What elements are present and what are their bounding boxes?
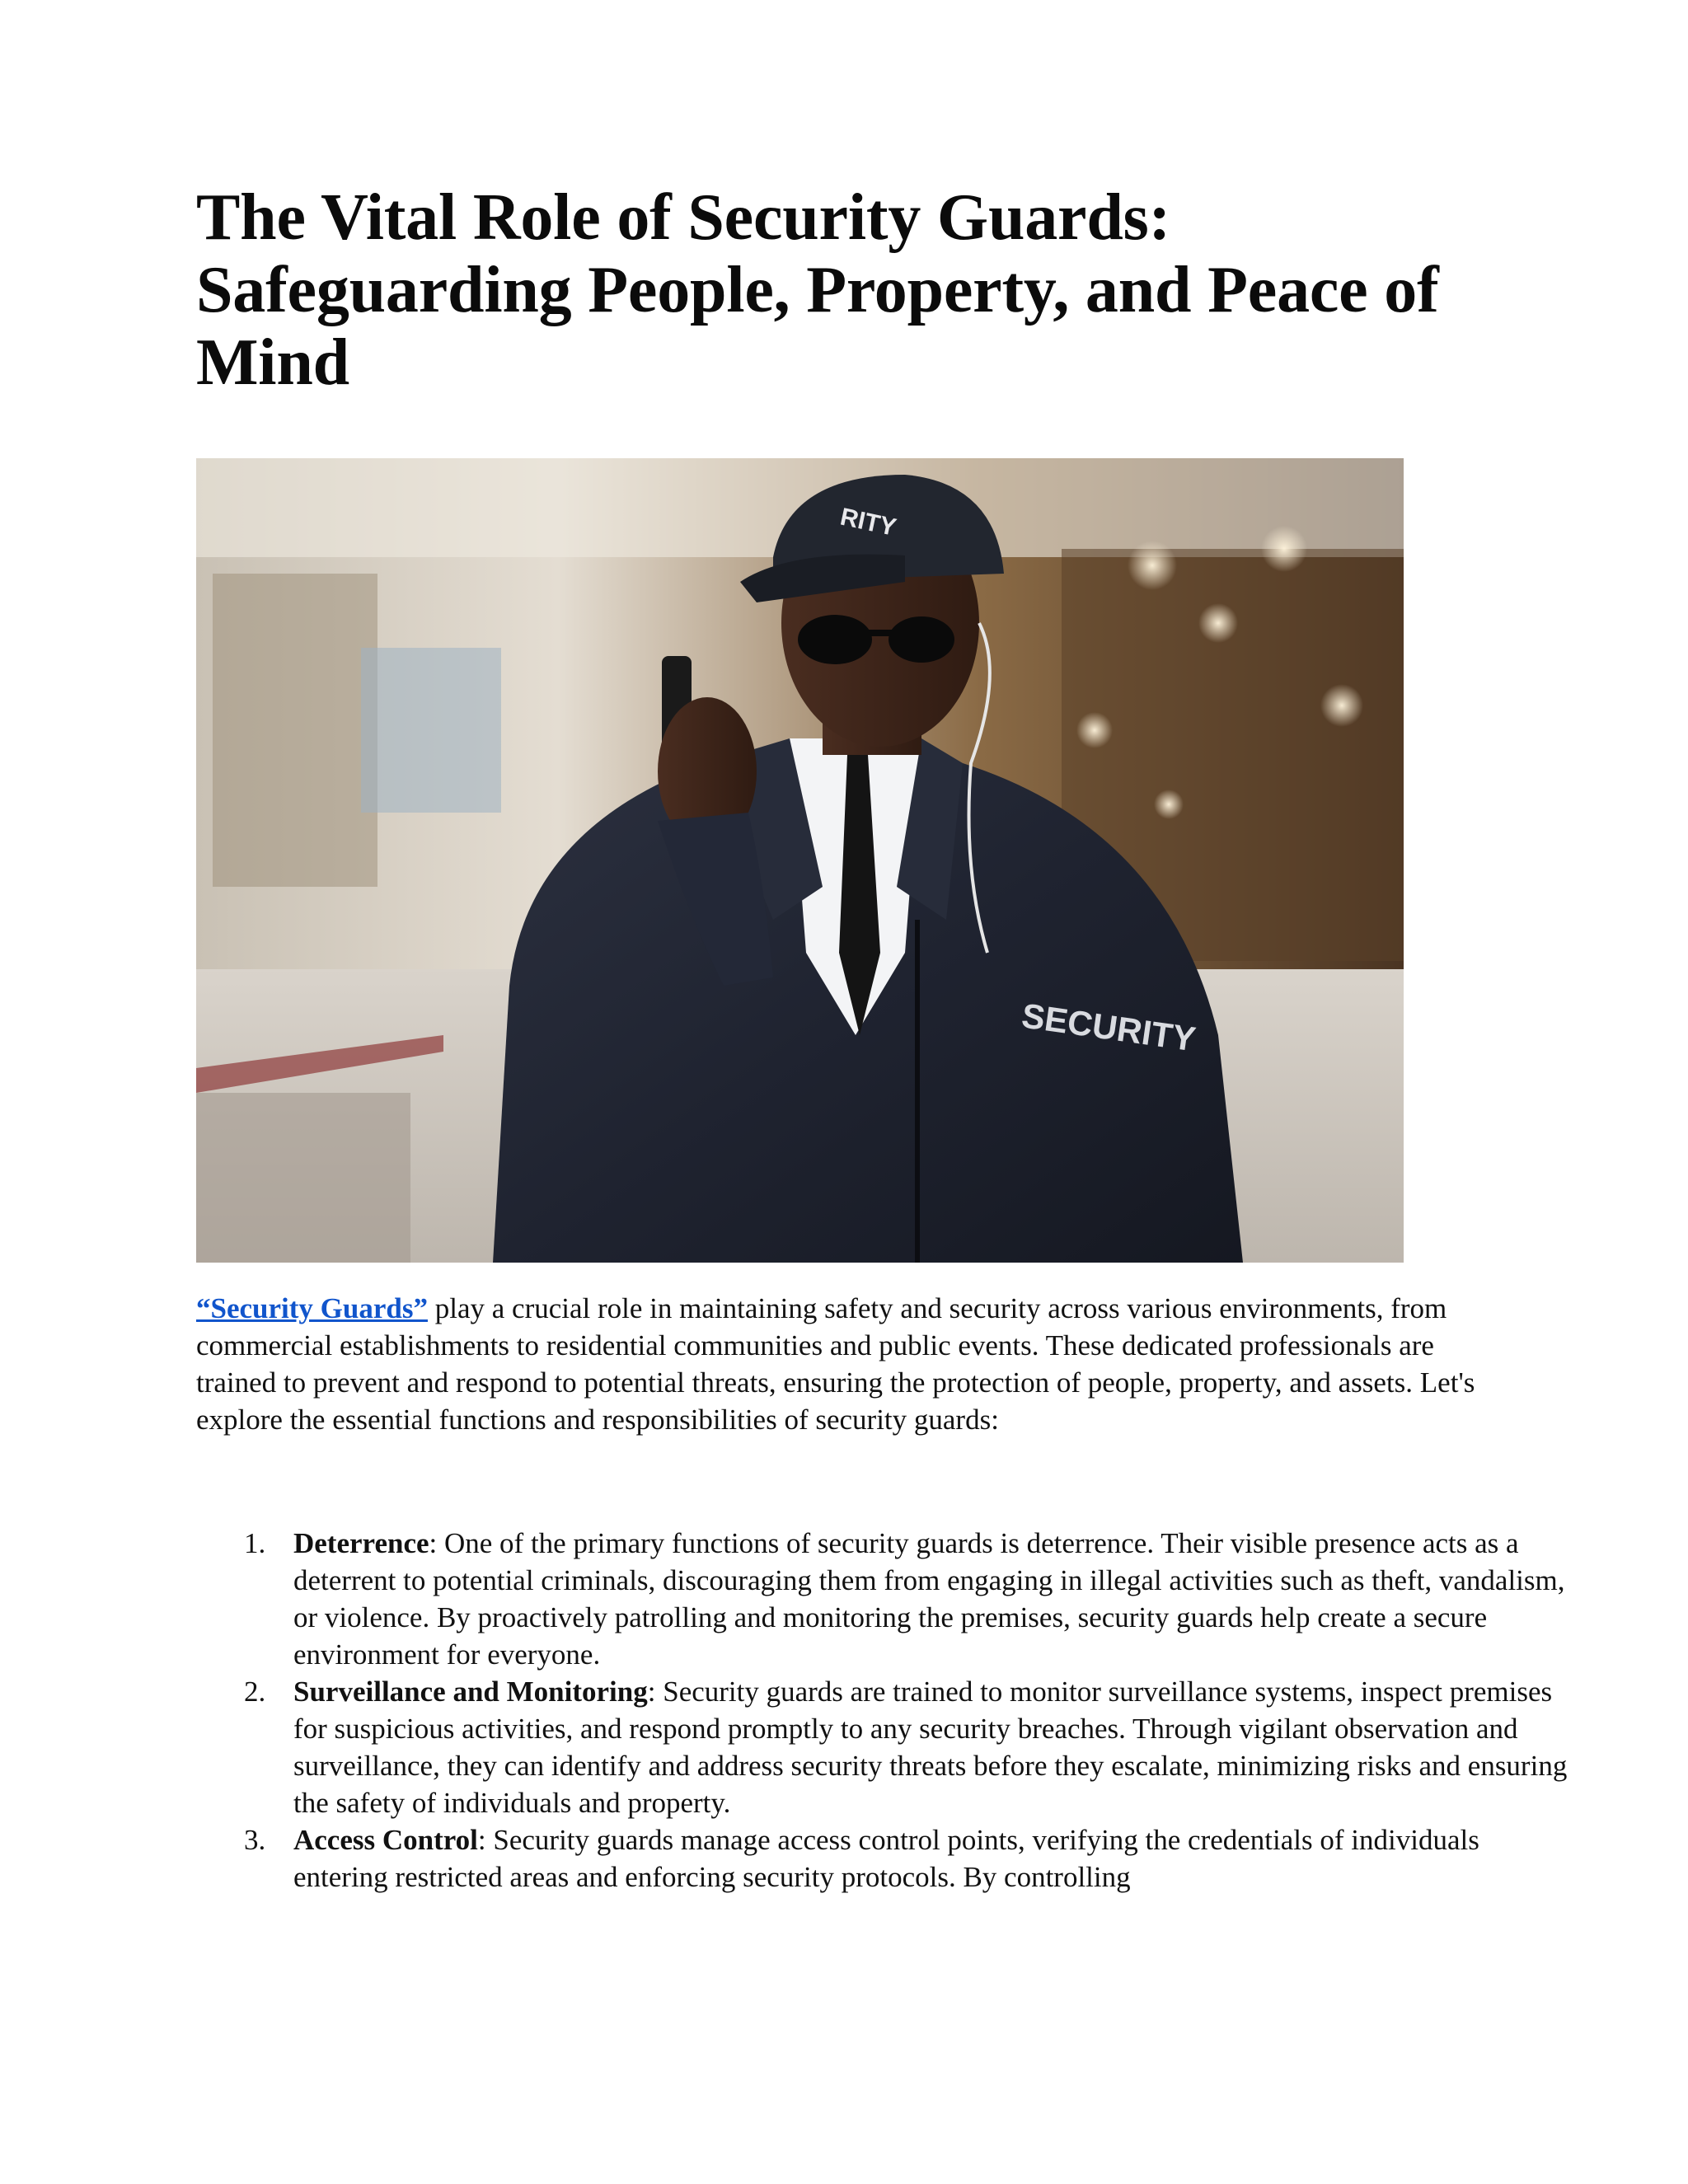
document-page [196, 181, 1568, 1893]
list-item-heading: Surveillance and Monitoring [293, 1675, 648, 1708]
intro-paragraph [196, 1290, 1482, 1438]
jacket-label: SECURITY [1019, 996, 1198, 1059]
list-item-text: : Security guards are trained to monitor surveillance systems, inspect premises for suspicious activities, and respond promptly to any security breaches. Through vigilant observation and surveillance, they can identify and address security threats before they escalate, minimizing risks and ensuring the safety of individuals and property. [293, 1675, 1568, 1819]
functions-list [196, 1525, 1579, 1896]
list-item [244, 1673, 1579, 1821]
list-number: 1. [244, 1527, 266, 1559]
list-item-heading: Deterrence [293, 1527, 429, 1559]
list-item-text: : Security guards manage access control points, verifying the credentials of individuals entering restricted areas and enforcing security protocols. By controlling [293, 1824, 1479, 1893]
list-number: 2. [244, 1675, 266, 1708]
hero-photo-security-guard [196, 458, 1404, 1263]
intro-text: play a crucial role in maintaining safety and security across various environments, from commercial establishments to residential communities and public events. These dedicated professionals are trained to prevent and respond to potential threats, ensuring the protection of people, property, and assets. Let's explore the essential functions and responsibilities of security guards: [196, 1292, 1475, 1436]
security-guards-link[interactable]: “Security Guards” [196, 1292, 428, 1324]
list-item-heading: Access Control [293, 1824, 478, 1856]
cap-label: RITY [837, 503, 899, 542]
article-title: The Vital Role of Security Guards: Safeguarding People, Property, and Peace of Mind [196, 181, 1439, 399]
list-item-text: : One of the primary functions of security guards is deterrence. Their visible presence acts as a deterrent to potential criminals, discouraging them from engaging in illegal activities such as theft, vandalism, or violence. By proactively patrolling and monitoring the premises, security guards help create a secure environment for everyone. [293, 1527, 1565, 1671]
list-item [244, 1821, 1579, 1896]
list-number: 3. [244, 1824, 266, 1856]
list-item [244, 1525, 1579, 1673]
